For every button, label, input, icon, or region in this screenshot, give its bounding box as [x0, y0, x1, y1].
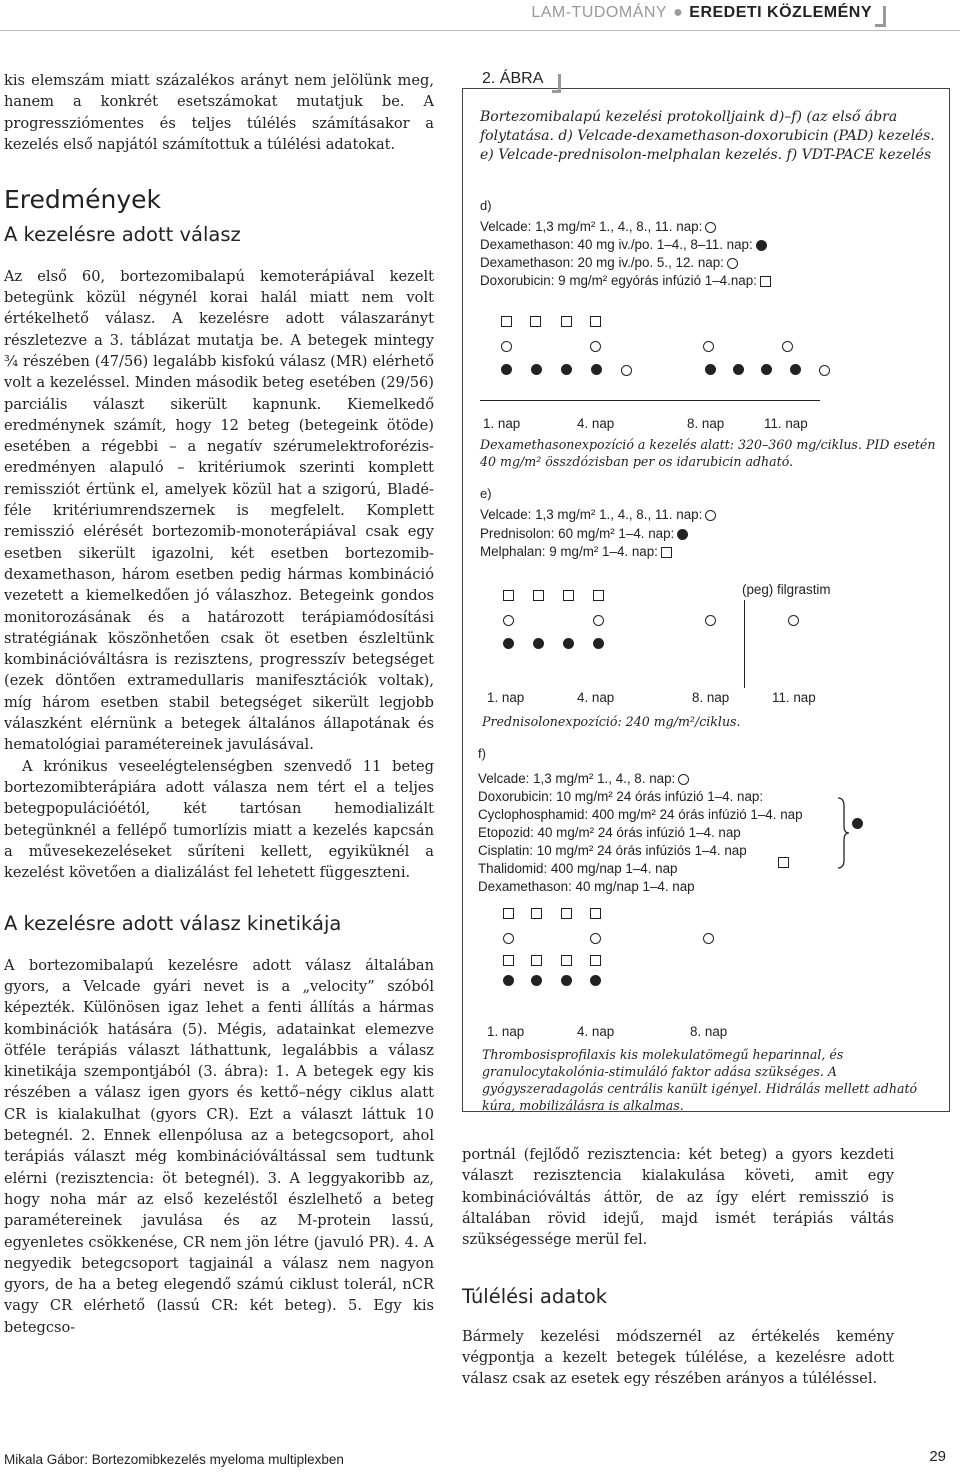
- day-label: 4. nap: [577, 1024, 615, 1039]
- schedule-open-circle: [788, 615, 799, 626]
- open-circle-icon: [705, 510, 716, 521]
- day-label: 4. nap: [577, 416, 615, 431]
- header-corner-mark: [875, 6, 886, 27]
- footer-author-title: Mikala Gábor: Bortezomibkezelés myeloma multiplexben: [4, 1452, 344, 1467]
- figure-label: 2. ÁBRA: [478, 70, 547, 88]
- schedule-filled-circle: [761, 364, 772, 375]
- panel-d-label: d): [480, 198, 492, 213]
- results-heading: Eredmények: [4, 185, 162, 215]
- schedule-filled-circle: [561, 975, 572, 986]
- panel-f-row: Cisplatin: 10 mg/m² 24 órás infúziós 1–4. nap: [478, 843, 747, 858]
- figure-caption: Bortezomibalapú kezelési protokolljaink d)–f) (az első ábra folytatása. d) Velcade-dexamethason-doxorubicin (PAD) kezelés. e) Velcade-prednisolon-melphalan kezelés. f) VDT-PACE kezelés: [480, 109, 935, 163]
- schedule-filled-circle: [705, 364, 716, 375]
- schedule-filled-circle: [503, 975, 514, 986]
- intro-paragraph: kis elemszám miatt százalékos arányt nem jelölünk meg, hanem a konkrét esetszámokat mutatjuk be. A progressziómentes és teljes túlélés számításakor a kezelés első napjától számítottuk a túlélési adatokat.: [4, 72, 434, 153]
- continuation-paragraph: portnál (fejlődő rezisztencia: két beteg) a gyors kezdeti választ rezisztencia kialakulása követi, amit egy kombinációváltás áttör, de az így elért remisszió is általában rövid idejű, majd ismét terápiás váltás szükségessége merül fel.: [462, 1146, 894, 1249]
- survival-paragraph: Bármely kezelési módszernél az értékelés kemény végpontja a kezelt betegek túlélése, a kezelésre adott válasz csak az esetek egy részében arányos a túléléssel.: [462, 1327, 894, 1388]
- schedule-open-circle: [621, 365, 632, 376]
- panel-e-label: e): [480, 486, 492, 501]
- left-column: [4, 70, 434, 1338]
- panel-e-row: Melphalan: 9 mg/m² 1–4. nap:: [480, 544, 672, 559]
- open-square-icon: [760, 276, 771, 287]
- schedule-square: [778, 857, 789, 868]
- schedule-filled-circle: [531, 975, 542, 986]
- schedule-open-circle: [590, 933, 601, 944]
- panel-f-row: Velcade: 1,3 mg/m² 1., 4., 8. nap:: [478, 771, 689, 786]
- separator-dot: ●: [673, 4, 684, 21]
- schedule-open-circle: [782, 341, 793, 352]
- filgrastim-bracket: [744, 600, 745, 688]
- day-label: 8. nap: [690, 1024, 728, 1039]
- survival-heading: Túlélési adatok: [462, 1285, 608, 1309]
- panel-e-row: Prednisolon: 60 mg/m² 1–4. nap:: [480, 526, 688, 541]
- panel-e-row: Velcade: 1,3 mg/m² 1., 4., 8., 11. nap:: [480, 507, 716, 522]
- panel-d-row: Doxorubicin: 9 mg/m² egyórás infúzió 1–4.nap:: [480, 273, 771, 288]
- schedule-open-circle: [503, 933, 514, 944]
- schedule-square: [503, 590, 514, 601]
- schedule-open-circle: [501, 341, 512, 352]
- schedule-square: [531, 908, 542, 919]
- response-paragraph-2: A krónikus veseelégtelenségben szenvedő 11 beteg bortezomibterápiára adott válasza nem tért el a teljes betegpopulációétól, két tartósan hemodializált betegünknél a fellépő tumorlízis miatt a kezelés kapcsán a művesekezeléseket sűríteni kellett, egyiküknél a kezelést követően a dializálást fel lehetett függeszteni.: [4, 757, 434, 882]
- open-circle-icon: [705, 222, 716, 233]
- schedule-square: [561, 908, 572, 919]
- brace-icon: [836, 796, 850, 870]
- kinetics-paragraph: A bortezomibalapú kezelésre adott válasz általában gyors, a Velcade gyári nevet is a „velocity” szóból képezték. Különösen igaz lehet a fenti állítás a hármas kombinációk hatására (5). Mégis, adatainkat elemezve ötféle terápiás választ láthattunk, legalábbis a válasz kinetikája szempontjából (3. ábra): 1. A betegek egy kis részében a válasz igen gyors és kettő–négy ciklus alatt CR is kialakulhat (gyors CR). Ezt a választ láttuk 10 betegnél. 2. Ennek ellenpólusa az a betegcsoport, ahol terápiás választ még kombinációváltással sem tudtunk elérni (rezisztencia: öt betegnél). 3. A leggyakoribb az, hogy noha már az első kezeléstől észlelhető a beteg paramétereinek javulása és az M-protein lassú, egyenletes csökkenése, CR nem jön létre (javuló PR). 4. A negyedik betegcsoport tagjainál a válasz nem nagyon gyors, de ha a beteg elegendő számú ciklust tolerál, nCR vagy CR elérhető (lassú CR: két beteg). 5. Egy kis betegcso-: [4, 956, 434, 1336]
- panel-f-label: f): [478, 746, 486, 761]
- open-circle-icon: [727, 258, 738, 269]
- panel-f-row: Thalidomid: 400 mg/nap 1–4. nap: [478, 861, 678, 876]
- schedule-filled-circle: [590, 975, 601, 986]
- schedule-open-circle: [503, 615, 514, 626]
- schedule-open-circle: [705, 615, 716, 626]
- schedule-open-circle: [593, 615, 604, 626]
- schedule-square: [503, 955, 514, 966]
- schedule-square: [530, 316, 541, 327]
- panel-d-row: Dexamethason: 20 mg iv./po. 5., 12. nap:: [480, 255, 738, 270]
- right-column: [462, 1144, 894, 1390]
- panel-d-row: Velcade: 1,3 mg/m² 1., 4., 8., 11. nap:: [480, 219, 716, 234]
- section-name: EREDETI KÖZLEMÉNY: [689, 4, 872, 21]
- day-label: 8. nap: [687, 416, 725, 431]
- schedule-square: [590, 316, 601, 327]
- panel-f-row: Dexamethason: 40 mg/nap 1–4. nap: [478, 879, 695, 894]
- schedule-filled-circle: [790, 364, 801, 375]
- filgrastim-label: (peg) filgrastim: [742, 582, 831, 597]
- schedule-filled-circle: [561, 364, 572, 375]
- running-header: [531, 4, 872, 22]
- schedule-filled-circle: [593, 638, 604, 649]
- schedule-filled-circle: [563, 638, 574, 649]
- filled-circle-icon: [677, 529, 688, 540]
- open-square-icon: [661, 547, 672, 558]
- schedule-square: [531, 955, 542, 966]
- panel-d-note: Dexamethasonexpozíció a kezelés alatt: 320–360 mg/ciklus. PID esetén 40 mg/m² összdózisban per os idarubicin adható.: [480, 437, 936, 469]
- day-label: 1. nap: [483, 416, 521, 431]
- journal-name: LAM-TUDOMÁNY: [531, 4, 668, 21]
- panel-d-axis: [480, 400, 820, 401]
- response-paragraph-1: Az első 60, bortezomibalapú kemoterápiával kezelt betegünk közül négynél korai halál miatt nem volt értékelhető válasz. A kezelésre adott válaszarányt részletezve a 3. táblázat mutatja be. A betegek mintegy ¾ részében (47/56) legalább kisfokú válasz (MR) elérhető volt a kezeléssel. Minden második beteg esetében (29/56) parciális választ sikerült kapnunk. Kiemelkedő eredménynek számít, hogy 12 beteg (betegeink ötöde) esetében a régebbi – a negatív szérumelektroforézis-eredményen alapuló – kritériumok szerinti komplett remissziót értünk el, amelyek közül hat a szigorú, Bladé-féle kritériumrendszernek is megfelelt. Komplett remisszió elérését bortezomib-monoterápiával csak egy esetben sikerült igazolni, két esetben bortezomib-dexamethason, három esetben pedig hármas kombináció vezetett a kiemelkedően jó válaszhoz. Betegeink gondos monitorozásának és a határozott terápiamódosítási stratégiának köszönhetően csak öt esetben észleltünk kombinációváltásra is rezisztens, progresszív betegséget (ezek döntően extramedullaris manifesztációk voltak), míg három esetben stabil betegséget sikerült legjobb válaszként elérnünk a betegek általános állapotának és hematológiai paramétereinek javulásával.: [4, 267, 434, 754]
- schedule-square: [593, 590, 604, 601]
- open-circle-icon: [678, 774, 689, 785]
- day-label: 1. nap: [487, 1024, 525, 1039]
- schedule-square: [590, 908, 601, 919]
- schedule-filled-circle: [501, 364, 512, 375]
- schedule-filled-circle: [591, 364, 602, 375]
- schedule-open-circle: [590, 341, 601, 352]
- schedule-square: [561, 316, 572, 327]
- schedule-filled-circle: [733, 364, 744, 375]
- schedule-square: [563, 590, 574, 601]
- schedule-filled-circle: [852, 818, 863, 829]
- schedule-square: [590, 955, 601, 966]
- day-label: 4. nap: [577, 690, 615, 705]
- panel-f-row: Cyclophosphamid: 400 mg/m² 24 órás infúzió 1–4. nap: [478, 807, 803, 822]
- panel-e-note: Prednisolonexpozíció: 240 mg/m²/ciklus.: [482, 714, 741, 729]
- header-rule: [0, 30, 960, 31]
- page-number: 29: [929, 1448, 946, 1465]
- schedule-square: [533, 590, 544, 601]
- filled-circle-icon: [756, 240, 767, 251]
- schedule-square: [561, 955, 572, 966]
- schedule-filled-circle: [533, 638, 544, 649]
- schedule-square: [503, 908, 514, 919]
- schedule-filled-circle: [503, 638, 514, 649]
- day-label: 1. nap: [487, 690, 525, 705]
- response-heading: A kezelésre adott válasz: [4, 223, 241, 247]
- schedule-open-circle: [703, 933, 714, 944]
- day-label: 8. nap: [692, 690, 730, 705]
- panel-d-row: Dexamethason: 40 mg iv./po. 1–4., 8–11. nap:: [480, 237, 767, 252]
- schedule-open-circle: [819, 365, 830, 376]
- schedule-open-circle: [703, 341, 714, 352]
- schedule-square: [501, 316, 512, 327]
- panel-f-row: Doxorubicin: 10 mg/m² 24 órás infúzió 1–4. nap:: [478, 789, 764, 804]
- kinetics-heading: A kezelésre adott válasz kinetikája: [4, 912, 342, 936]
- day-label: 11. nap: [764, 416, 808, 431]
- day-label: 11. nap: [772, 690, 816, 705]
- schedule-filled-circle: [531, 364, 542, 375]
- panel-f-note: Thrombosisprofilaxis kis molekulatömegű heparinnal, és granulocytakolónia-stimuláló faktor adása szükséges. A gyógyszeradagolás centrális kanült igényel. Hidrálás mellett adható kúra, mobilizálásra is alkalmas.: [482, 1047, 918, 1113]
- figure-corner-mark: [552, 74, 561, 93]
- panel-f-row: Etopozid: 40 mg/m² 24 órás infúzió 1–4. nap: [478, 825, 741, 840]
